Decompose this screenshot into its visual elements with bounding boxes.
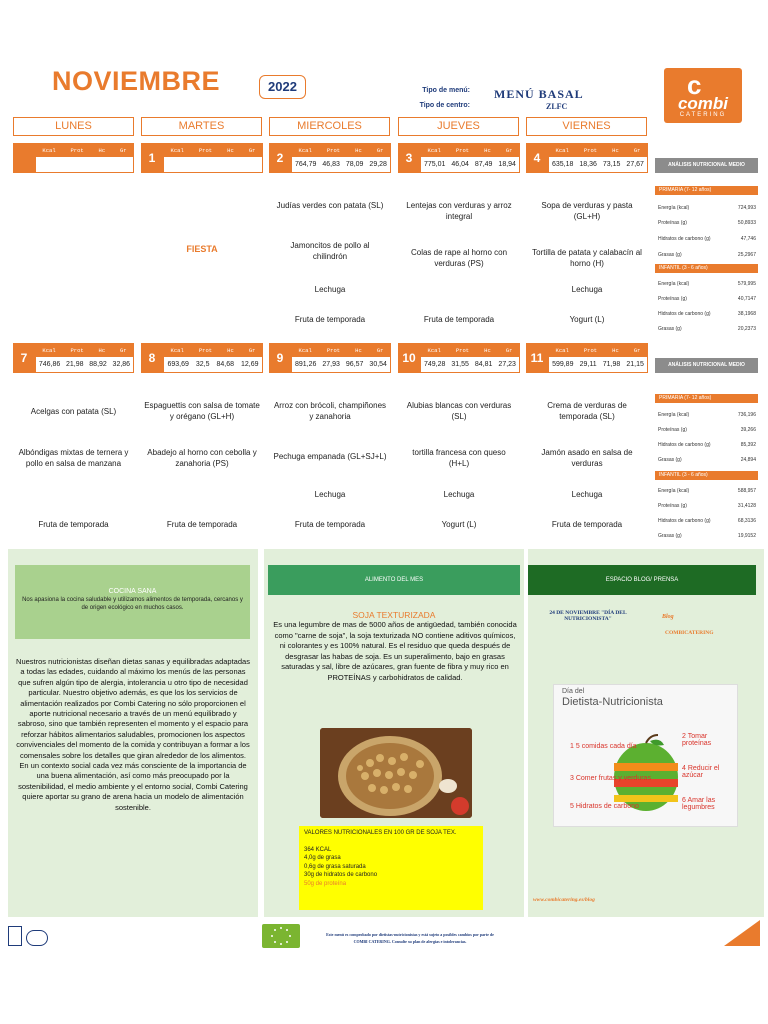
logo-initial: c [687,70,702,100]
nutrient-values: 775,01 46,04 87,49 18,94 [420,157,520,173]
soja-title: SOJA TEXTURIZADA [352,610,436,620]
soja-carbs: 30g de hidratos de carbono [304,872,378,879]
organic-leaf-icon [262,924,300,948]
analysis-row: Energía (kcal) 736,196 [658,412,756,418]
day-number: 9 [269,343,291,373]
footer-disclaimer: Este menú es comprobado por dietistas-nutricionistas y está sujeto a posibles cambios por parte de COMBI CATERING. Consulte su plan de alergias e intolerancias. [326,932,494,944]
day-header-wednesday: MIERCOLES [269,117,390,136]
menu-type-label: Tipo de menú: [422,87,470,94]
year-badge: 2022 [259,75,306,99]
dish-dessert: Fruta de temporada [294,315,366,324]
center-type-label: Tipo de centro: [419,102,470,109]
analysis-row: Grasas (g) 24,894 [658,457,756,463]
nutrient-header: Kcal Prot Hc Gr [291,343,391,357]
tip-4: 4 Reducir el azúcar [682,765,720,779]
combi-catering-logo [664,68,742,123]
dish-second: tortilla francesa con queso (H+L) [412,448,506,468]
certification-logo [8,926,22,946]
nutrient-header: Kcal Prot Hc Gr [548,343,648,357]
analysis-row: Proteínas (g) 50,8933 [658,220,756,226]
dish-dessert: Fruta de temporada [294,520,366,529]
dish-second: Albóndigas mixtas de ternera y pollo en salsa de manzana [18,448,129,468]
soja-photo [320,728,472,818]
dish-dessert: Yogurt (L) [569,315,605,324]
blog-event: 24 DE NOVIEMBRE "DÍA DEL NUTRICIONISTA" [549,610,627,622]
nutrient-values: 746,86 21,98 88,92 32,86 [35,357,134,373]
nutrient-values [35,157,134,173]
dish-side: Lechuga [571,285,603,294]
dish-dessert: Fruta de temporada [166,520,238,529]
day-header-friday: VIERNES [526,117,647,136]
nutrient-header: Kcal Prot Hc Gr [420,343,520,357]
holiday-label: FIESTA [186,244,218,254]
logo-subtitle: CATERING [679,112,727,118]
tip-1: 1 5 comidas cada día [570,743,637,750]
blog-label: Blog [662,614,674,620]
blog-header: ESPACIO BLOG/ PRENSA [528,565,756,595]
analysis-header: ANÁLISIS NUTRICIONAL MEDIO [655,158,758,173]
nutrient-values: 891,26 27,93 96,57 30,54 [291,357,391,373]
analysis-row: Proteínas (g) 31,4128 [658,503,756,509]
dish-first: Arroz con brócoli, champiñones y zanahoria [273,401,387,421]
dish-first: Lentejas con verduras y arroz integral [406,201,512,221]
poster-subtitle: Día del [562,688,585,695]
cocina-body: Nuestros nutricionistas diseñan dietas sanas y equilibradas adaptadas a todas las edades, cuidando al máximo los menús de las personas que sufren algún tipo de alergia, intolerancia u otro tipo de necesidad particular. Nuestro objetivo además, es que los los servicios de alimentación realizados por Combi Catering no sólo proporcionen el aporte nutricional necesario a través de un menú equilibrado y sabroso, sino que también representen el momento y el espacio para reforzar hábitos alimentarios saludables, promocionen los aspectos convivenciales del momento de la comida y contribuyan a formar a los comensales sobre los detalles que giran alrededor de los alimentos. En un contexto social cada vez más consciente de la importancia de una buena alimentación, así como más preocupado por la sostenibilidad, el medio ambiente y el entorno social, Combi Catering quiere aportar su grano de arena hacia un modelo de alimentación sostenible. [16,657,250,812]
alimento-header: ALIMENTO DEL MES [268,565,520,595]
dish-first: Espaguettis con salsa de tomate y orégano (GL+H) [144,401,260,421]
dish-second: Pechuga empanada (GL+SJ+L) [273,452,387,461]
soja-sat-fat: 0,6g de grasa saturada [304,863,366,870]
day-number: 7 [13,343,35,373]
nutrient-values [163,157,263,173]
dish-first: Sopa de verduras y pasta (GL+H) [541,201,633,221]
cocina-title-box [15,565,250,639]
cocina-title: COCINA SANA [108,588,157,595]
dish-second: Abadejo al horno con cebolla y zanahoria (PS) [147,448,257,468]
eu-organic-logo [262,924,300,948]
analysis-row: Energía (kcal) 724,993 [658,205,756,211]
analysis-header: ANÁLISIS NUTRICIONAL MEDIO [655,358,758,373]
cocina-intro: Nos apasiona la cocina saludable y utilizamos alimentos de temporada, cercanos y de origen ecológico en muchos casos. [22,597,243,611]
analysis-row: Grasas (g) 19,9152 [658,533,756,539]
blog-brand: COMBICATERING [665,630,714,636]
analysis-row: Grasas (g) 20,2373 [658,326,756,332]
center-type-value: ZLFC [546,102,568,111]
dish-first: Judías verdes con patata (SL) [276,201,384,210]
tip-6: 6 Amar las legumbres [682,797,716,811]
dish-dessert: Fruta de temporada [423,315,495,324]
analysis-group-infantil: INFANTIL (3 - 6 años) [655,264,758,273]
analysis-row: Hidratos de carbono (g) 68,3136 [658,518,756,524]
nutrient-header: Kcal Prot Hc Gr [163,343,263,357]
soja-nutrition-box [299,826,483,910]
soja-protein: 50g de proteína [304,880,347,887]
day-number: 1 [141,143,163,173]
nutrient-header: Kcal Prot Hc Gr [163,143,263,157]
corner-decoration [724,920,760,946]
dish-dessert: Yogurt (L) [441,520,477,529]
day-number: 10 [398,343,420,373]
day-number: 2 [269,143,291,173]
soja-box-title: VALORES NUTRICIONALES EN 100 GR DE SOJA TEX. [304,830,457,836]
analysis-row: Hidratos de carbono (g) 85,392 [658,442,756,448]
day-number: 4 [526,143,548,173]
dish-first: Alubias blancas con verduras (SL) [406,401,512,421]
analysis-row: Energía (kcal) 588,957 [658,488,756,494]
analysis-row: Hidratos de carbono (g) 47,746 [658,236,756,242]
analysis-row: Hidratos de carbono (g) 38,1968 [658,311,756,317]
tip-3: 3 Comer frutas y verduras [570,775,651,782]
logo-name: combi [677,94,729,113]
day-number [13,143,35,173]
nutrient-values: 749,28 31,55 84,81 27,23 [420,357,520,373]
blog-url[interactable]: www.combicatering.es/blog [533,897,595,903]
dish-side: Lechuga [314,490,346,499]
tip-5: 5 Hidratos de carbono [570,803,639,810]
dish-second: Tortilla de patata y calabacín al horno (H) [532,248,642,268]
analysis-row: Grasas (g) 25,2967 [658,252,756,258]
analysis-group-primaria: PRIMARIA (7- 12 años) [655,394,758,403]
dish-second: Jamón asado en salsa de verduras [541,448,633,468]
analysis-group-primaria: PRIMARIA (7- 12 años) [655,186,758,195]
nutrient-header: Kcal Prot Hc Gr [420,143,520,157]
nutrient-values: 764,79 46,83 78,09 29,28 [291,157,391,173]
dish-first: Crema de verduras de temporada (SL) [547,401,627,421]
certification-seal [26,930,48,946]
soja-description: Es una legumbre de mas de 5000 años de antigüedad, también conocida como "carne de soja", la soja texturizada NO contiene aditivos químicos, ni colorantes y es 100% natural. Es el residuo que queda después de desgrasar las habas de soja. Es un superalimento, bajo en grasas saturadas y sal, libre de azúcares, gran fuente de fibra y muy rico en PROTEÍNAS y carbohidratos de calidad. [273,620,517,682]
nutrient-header: Kcal Prot Hc Gr [35,143,134,157]
day-header-monday: LUNES [13,117,134,136]
analysis-row: Proteínas (g) 39,266 [658,427,756,433]
soja-bowl-image [320,728,472,818]
dish-second: Jamoncitos de pollo al chilindrón [290,241,370,261]
nutrient-values: 599,89 29,11 71,98 21,15 [548,357,648,373]
dish-dessert: Fruta de temporada [38,520,109,529]
day-number: 8 [141,343,163,373]
dish-second: Colas de rape al horno con verduras (PS) [410,248,508,268]
nutrient-values: 635,18 18,36 73,15 27,67 [548,157,648,173]
dish-side: Lechuga [443,490,475,499]
analysis-row: Energía (kcal) 579,995 [658,281,756,287]
nutrient-header: Kcal Prot Hc Gr [291,143,391,157]
day-number: 3 [398,143,420,173]
nutrient-values: 693,69 32,5 84,68 12,69 [163,357,263,373]
soja-kcal: 364 KCAL [304,846,332,853]
soja-fat: 4,0g de grasa [304,855,341,862]
month-title: NOVIEMBRE [52,66,221,96]
dish-side: Lechuga [571,490,603,499]
nutrient-header: Kcal Prot Hc Gr [548,143,648,157]
poster-title: Dietista-Nutricionista [562,696,663,708]
day-header-tuesday: MARTES [141,117,262,136]
dish-dessert: Fruta de temporada [551,520,623,529]
dietista-poster [553,684,738,827]
dish-first: Acelgas con patata (SL) [30,407,117,416]
menu-type-value: MENÚ BASAL [494,87,584,101]
analysis-group-infantil: INFANTIL (3 - 6 años) [655,471,758,480]
dish-side: Lechuga [314,285,346,294]
nutrient-header: Kcal Prot Hc Gr [35,343,134,357]
day-header-thursday: JUEVES [398,117,519,136]
day-number: 11 [526,343,548,373]
tip-2: 2 Tomar proteínas [682,733,712,747]
analysis-row: Proteínas (g) 40,7147 [658,296,756,302]
